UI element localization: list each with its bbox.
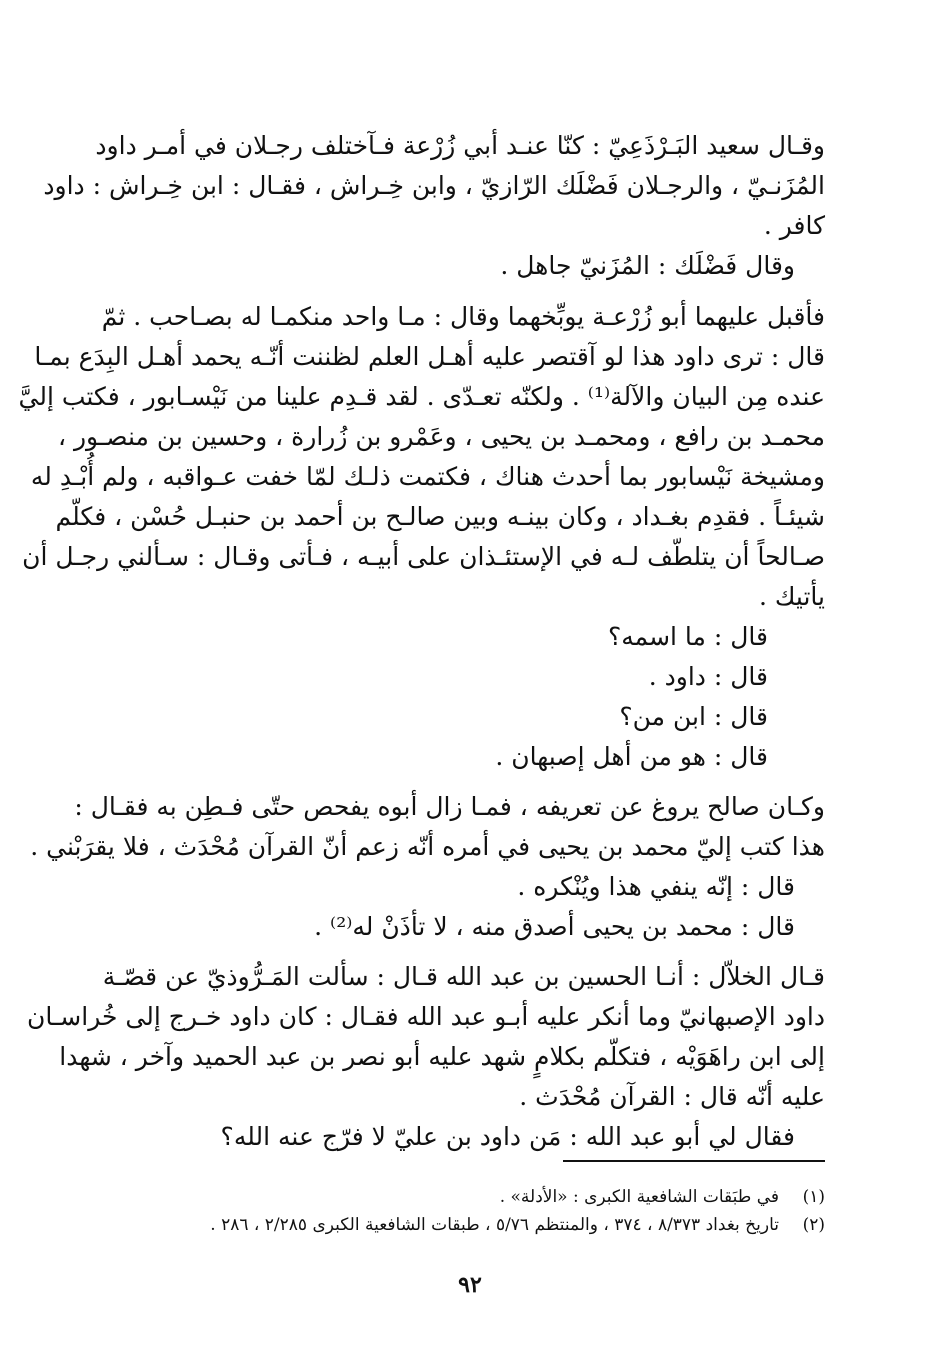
footnote-text: تاريخ بغداد ٨/٣٧٣ ، ٣٧٤ ، والمنتظم ٥/٧٦ ، طبقات الشافعية الكبرى ٢/٢٨٥ ، ٢٨٦ .: [210, 1215, 779, 1235]
page-number: ٩٢: [458, 1272, 482, 1298]
text-line: هذا كتب إليّ محمد بن يحيى في أمره أنّه زعم أنّ القرآن مُحْدَث ، فلا يقرَبْني .: [30, 832, 825, 861]
text-line: قـال الخلاّل : أنـا الحسين بن عبد الله قـال : سألت المَـرُّوذيّ عن قصّـة: [102, 962, 825, 991]
dialogue-line: قال : ابن من؟: [619, 702, 768, 731]
footnote: [113, 1212, 825, 1238]
text-line: شيئـاً . فقدِم بغـداد ، وكان بينـه وبين صالـح بن أحمد بن حنبـل حُسْن ، فكلّم: [55, 502, 825, 531]
text-line: فأقبل عليهما أبو زُرْعـة يوبِّخهما وقال : مـا واحد منكمـا له بصـاحب . ثمّ: [101, 302, 825, 331]
text-line: فقال لي أبو عبد الله : مَن داود بن عليّ لا فرّج عنه الله؟: [220, 1122, 795, 1151]
text-line: ومشيخة نَيْسابور بما أحدث هناك ، فكتمت ذلـك لمّا خفت عـواقبه ، ولم أُبْـدِ له: [30, 462, 825, 491]
text-line: وقال فَضْلَك : المُزَنيّ جاهل .: [500, 251, 795, 280]
dialogue-line: قال : داود .: [648, 662, 768, 691]
text-line: وقـال سعيد البَـرْذَعِيّ : كنّا عنـد أبي زُرْعة فـآختلف رجـلان في أمـر داود: [95, 131, 825, 160]
footnote: [113, 1184, 825, 1210]
text-line: محمـد بن رافع ، ومحمـد بن يحيى ، وعَمْرو بن زُرارة ، وحسين بن منصـور ،: [57, 422, 825, 451]
text-line: كافر .: [763, 211, 825, 240]
text-line: وكـان صالح يروغ عن تعريفه ، فمـا زال أبوه يفحص حتّى فـطِن به فقـال :: [74, 792, 825, 821]
text-line: المُزَنـيّ ، والرجـلان فَضْلَك الرّازيّ ، وابن خِـراش ، فقـال : ابن خِـراش : داود: [43, 171, 825, 200]
footnote-divider: [563, 1160, 825, 1162]
text-line: يأتيك .: [758, 582, 825, 611]
footnote-text: في طبَقات الشافعية الكبرى : «الأدلة» .: [499, 1187, 779, 1207]
text-line: صـالحاً أن يتلطّف لـه في الإستئـذان على أبيـه ، فـأتى وقـال : سـألني رجـل أن: [22, 542, 825, 571]
text-line: داود الإصبهانيّ وما أنكر عليه أبـو عبد الله فقـال : كان داود خـرج إلى خُراسـان: [27, 1002, 825, 1031]
text-line: عليه أنّه قال : القرآن مُحْدَث .: [519, 1082, 825, 1111]
dialogue-line: قال : إنّه ينفي هذا ويُنْكره .: [517, 872, 795, 901]
footnote-number: (١): [802, 1187, 825, 1207]
dialogue-line: قال : ما اسمه؟: [607, 622, 768, 651]
dialogue-line: قال : هو من أهل إصبهان .: [495, 742, 768, 771]
text-line: قال : ترى داود هذا لو آقتصر عليه أهـل العلم لظننت أنّـه يحمد أهـل البِدَع بمـا: [34, 342, 825, 371]
text-line: إلى ابن راهَوَيْه ، فتكلّم بكلامٍ شهد عليه أبو نصر بن عبد الحميد وآخر ، شهدا: [59, 1042, 825, 1071]
dialogue-line: قال : محمد بن يحيى أصدق منه ، لا تأذَنْ له⁽²⁾ .: [314, 912, 795, 941]
text-line: عنده مِن البيان والآلة⁽¹⁾ . ولكنّه تعـدّى . لقد قـدِم علينا من نَيْسـابور ، فكتب إليَّ: [18, 382, 825, 411]
footnote-number: (٢): [802, 1215, 825, 1235]
